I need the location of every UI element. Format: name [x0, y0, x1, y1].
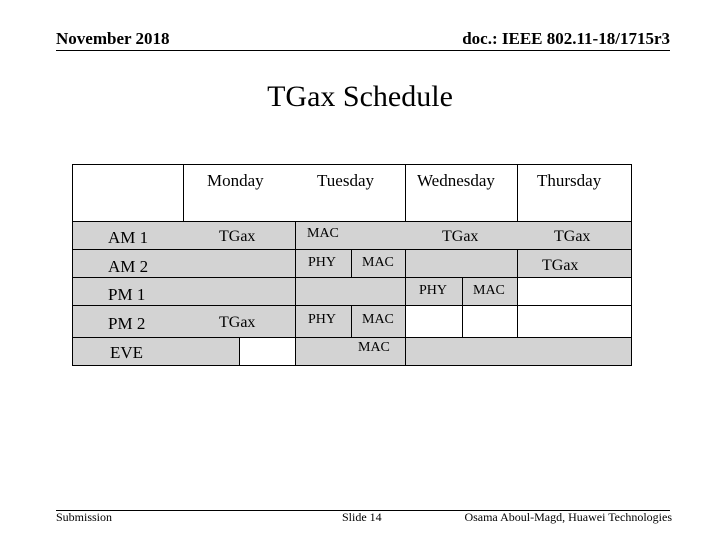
cell-pm2-thu: [517, 305, 632, 338]
slot-eve: EVE: [110, 343, 144, 362]
day-thursday: Thursday: [537, 171, 602, 190]
entry-tue-am2-phy: PHY: [308, 255, 337, 270]
header-doc-id: doc.: IEEE 802.11-18/1715r3: [462, 29, 670, 48]
cell-eve-slot: [72, 337, 240, 366]
cell-am2-slot-mon: [72, 249, 296, 278]
cell-pm1-slot-mon: [72, 277, 296, 306]
entry-tue-pm2-phy: PHY: [308, 312, 337, 327]
cell-pm2-slot-mon: [72, 305, 296, 338]
corner-cell: [72, 164, 184, 222]
footer-author: Osama Aboul-Magd, Huawei Technologies: [464, 510, 672, 524]
entry-thu-am1: TGax: [554, 228, 591, 245]
day-tuesday: Tuesday: [317, 171, 374, 190]
entry-tue-pm2-mac: MAC: [362, 312, 394, 327]
footer-submission: Submission: [56, 510, 113, 524]
entry-mon-pm2: TGax: [219, 314, 256, 331]
cell-eve-mon: [239, 337, 296, 366]
header-date: November 2018: [56, 29, 170, 48]
entry-thu-am2: TGax: [542, 257, 579, 274]
day-monday: Monday: [207, 171, 264, 190]
schedule-table: [72, 164, 632, 366]
entry-wed-pm1-phy: PHY: [419, 283, 448, 298]
cell-am2-wed: [405, 249, 518, 278]
slot-pm1: PM 1: [108, 285, 146, 304]
entry-mon-am1: TGax: [219, 228, 256, 245]
slot-pm2: PM 2: [108, 314, 146, 333]
cell-pm2-wed-b: [462, 305, 518, 338]
cell-pm1-thu: [517, 277, 632, 306]
day-wednesday: Wednesday: [417, 171, 495, 190]
entry-wed-pm1-mac: MAC: [473, 283, 505, 298]
slide-title: TGax Schedule: [267, 80, 453, 113]
header-divider: [56, 50, 670, 51]
cell-pm1-tue: [295, 277, 406, 306]
slot-am2: AM 2: [108, 257, 149, 276]
cell-eve-wed-thu: [405, 337, 632, 366]
entry-tue-am2-mac: MAC: [362, 255, 394, 270]
cell-pm2-wed-a: [405, 305, 463, 338]
cell-am1-slot-mon: [72, 221, 296, 250]
slot-am1: AM 1: [108, 228, 149, 247]
entry-wed-am1: TGax: [442, 228, 479, 245]
footer-slide-number: Slide 14: [342, 510, 382, 524]
entry-tue-eve: MAC: [358, 340, 390, 355]
entry-tue-am1: MAC: [307, 226, 339, 241]
